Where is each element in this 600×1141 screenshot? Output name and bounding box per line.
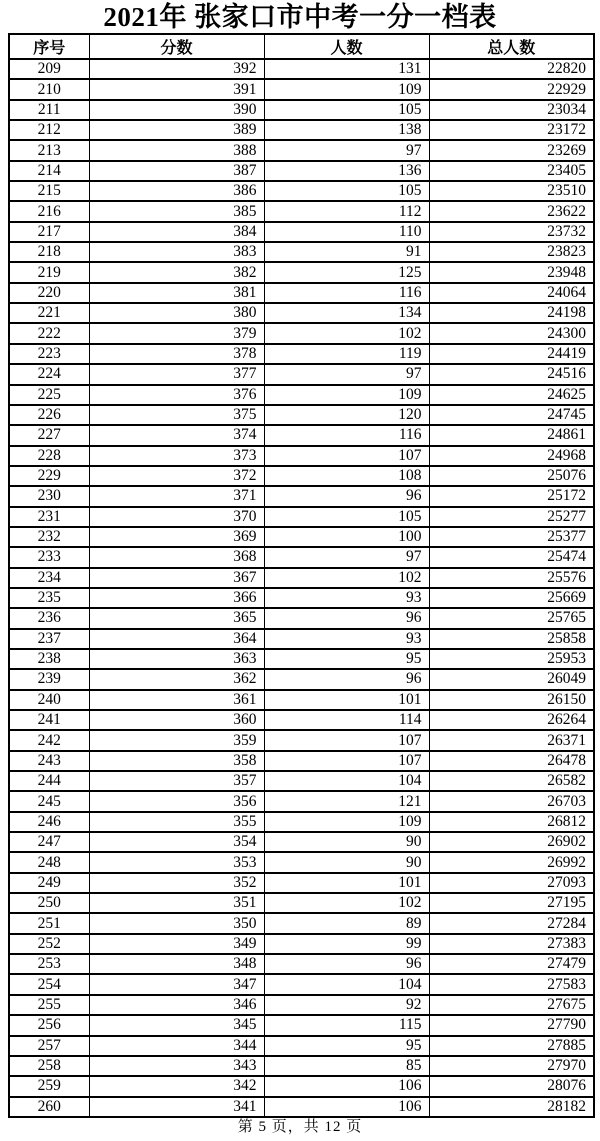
score-cell: 368 <box>89 547 264 567</box>
cumulative-total-cell: 25669 <box>429 588 594 608</box>
serial-number-cell: 259 <box>9 1076 89 1096</box>
count-cell: 102 <box>264 568 429 588</box>
score-cell: 382 <box>89 262 264 282</box>
serial-number-cell: 255 <box>9 995 89 1015</box>
score-cell: 367 <box>89 568 264 588</box>
table-row <box>9 446 594 466</box>
score-cell: 343 <box>89 1056 264 1076</box>
serial-number-cell: 242 <box>9 730 89 750</box>
serial-number-cell: 227 <box>9 425 89 445</box>
table-row <box>9 283 594 303</box>
table-row <box>9 405 594 425</box>
score-cell: 346 <box>89 995 264 1015</box>
cumulative-total-cell: 25858 <box>429 629 594 649</box>
serial-number-cell: 212 <box>9 120 89 140</box>
count-cell: 108 <box>264 466 429 486</box>
cumulative-total-cell: 26582 <box>429 771 594 791</box>
table-row <box>9 344 594 364</box>
count-cell: 109 <box>264 385 429 405</box>
cumulative-total-cell: 27790 <box>429 1015 594 1035</box>
cumulative-total-cell: 26264 <box>429 710 594 730</box>
table-row <box>9 547 594 567</box>
cumulative-total-cell: 26478 <box>429 751 594 771</box>
score-cell: 369 <box>89 527 264 547</box>
table-header-row <box>9 34 594 59</box>
cumulative-total-cell: 25576 <box>429 568 594 588</box>
score-cell: 384 <box>89 222 264 242</box>
table-row <box>9 710 594 730</box>
count-cell: 104 <box>264 771 429 791</box>
count-cell: 95 <box>264 649 429 669</box>
cumulative-total-cell: 24419 <box>429 344 594 364</box>
serial-number-cell: 230 <box>9 486 89 506</box>
serial-number-cell: 237 <box>9 629 89 649</box>
cumulative-total-cell: 24625 <box>429 385 594 405</box>
count-cell: 131 <box>264 59 429 79</box>
cumulative-total-cell: 22820 <box>429 59 594 79</box>
score-cell: 378 <box>89 344 264 364</box>
table-row <box>9 100 594 120</box>
cumulative-total-cell: 26371 <box>429 730 594 750</box>
table-row <box>9 1076 594 1096</box>
cumulative-total-cell: 23732 <box>429 222 594 242</box>
score-cell: 380 <box>89 303 264 323</box>
cumulative-total-cell: 27675 <box>429 995 594 1015</box>
serial-number-cell: 215 <box>9 181 89 201</box>
cumulative-total-cell: 28076 <box>429 1076 594 1096</box>
serial-number-cell: 225 <box>9 385 89 405</box>
count-cell: 125 <box>264 262 429 282</box>
score-cell: 361 <box>89 690 264 710</box>
score-cell: 389 <box>89 120 264 140</box>
score-cell: 371 <box>89 486 264 506</box>
count-cell: 120 <box>264 405 429 425</box>
cumulative-total-cell: 27383 <box>429 934 594 954</box>
serial-number-cell: 250 <box>9 893 89 913</box>
serial-number-cell: 256 <box>9 1015 89 1035</box>
count-cell: 97 <box>264 140 429 160</box>
table-row <box>9 201 594 221</box>
cumulative-total-cell: 27885 <box>429 1036 594 1056</box>
cumulative-total-cell: 24516 <box>429 364 594 384</box>
table-row <box>9 649 594 669</box>
score-cell: 374 <box>89 425 264 445</box>
table-body <box>9 59 594 1117</box>
serial-number-cell: 254 <box>9 974 89 994</box>
cumulative-total-cell: 26992 <box>429 852 594 872</box>
score-cell: 358 <box>89 751 264 771</box>
table-row <box>9 791 594 811</box>
serial-number-cell: 216 <box>9 201 89 221</box>
cumulative-total-cell: 23622 <box>429 201 594 221</box>
cumulative-total-cell: 23510 <box>429 181 594 201</box>
score-cell: 387 <box>89 161 264 181</box>
serial-number-cell: 240 <box>9 690 89 710</box>
col-header-serial-number: 序号 <box>9 34 89 59</box>
table-row <box>9 262 594 282</box>
score-cell: 350 <box>89 913 264 933</box>
score-cell: 349 <box>89 934 264 954</box>
serial-number-cell: 246 <box>9 812 89 832</box>
count-cell: 101 <box>264 690 429 710</box>
table-row <box>9 568 594 588</box>
serial-number-cell: 224 <box>9 364 89 384</box>
table-row <box>9 140 594 160</box>
table-row <box>9 303 594 323</box>
score-cell: 383 <box>89 242 264 262</box>
serial-number-cell: 247 <box>9 832 89 852</box>
score-cell: 342 <box>89 1076 264 1096</box>
table-row <box>9 995 594 1015</box>
table-row <box>9 1056 594 1076</box>
serial-number-cell: 226 <box>9 405 89 425</box>
table-row <box>9 588 594 608</box>
table-row <box>9 629 594 649</box>
score-cell: 377 <box>89 364 264 384</box>
count-cell: 121 <box>264 791 429 811</box>
serial-number-cell: 257 <box>9 1036 89 1056</box>
cumulative-total-cell: 27583 <box>429 974 594 994</box>
count-cell: 99 <box>264 934 429 954</box>
serial-number-cell: 222 <box>9 323 89 343</box>
score-cell: 351 <box>89 893 264 913</box>
cumulative-total-cell: 25277 <box>429 507 594 527</box>
serial-number-cell: 210 <box>9 79 89 99</box>
score-cell: 386 <box>89 181 264 201</box>
cumulative-total-cell: 24300 <box>429 323 594 343</box>
table-row <box>9 934 594 954</box>
serial-number-cell: 221 <box>9 303 89 323</box>
count-cell: 100 <box>264 527 429 547</box>
serial-number-cell: 238 <box>9 649 89 669</box>
table-row <box>9 812 594 832</box>
serial-number-cell: 243 <box>9 751 89 771</box>
serial-number-cell: 249 <box>9 873 89 893</box>
serial-number-cell: 219 <box>9 262 89 282</box>
score-cell: 353 <box>89 852 264 872</box>
score-cell: 370 <box>89 507 264 527</box>
table-row <box>9 59 594 79</box>
score-cell: 379 <box>89 323 264 343</box>
cumulative-total-cell: 26049 <box>429 669 594 689</box>
count-cell: 95 <box>264 1036 429 1056</box>
cumulative-total-cell: 24064 <box>429 283 594 303</box>
serial-number-cell: 214 <box>9 161 89 181</box>
cumulative-total-cell: 23948 <box>429 262 594 282</box>
serial-number-cell: 231 <box>9 507 89 527</box>
count-cell: 101 <box>264 873 429 893</box>
serial-number-cell: 244 <box>9 771 89 791</box>
score-cell: 359 <box>89 730 264 750</box>
score-cell: 356 <box>89 791 264 811</box>
cumulative-total-cell: 28182 <box>429 1097 594 1117</box>
score-cell: 357 <box>89 771 264 791</box>
cumulative-total-cell: 23823 <box>429 242 594 262</box>
score-cell: 364 <box>89 629 264 649</box>
serial-number-cell: 252 <box>9 934 89 954</box>
table-row <box>9 1097 594 1117</box>
score-cell: 385 <box>89 201 264 221</box>
cumulative-total-cell: 26703 <box>429 791 594 811</box>
cumulative-total-cell: 23405 <box>429 161 594 181</box>
table-row <box>9 730 594 750</box>
table-row <box>9 507 594 527</box>
cumulative-total-cell: 25172 <box>429 486 594 506</box>
serial-number-cell: 229 <box>9 466 89 486</box>
count-cell: 96 <box>264 954 429 974</box>
score-cell: 375 <box>89 405 264 425</box>
serial-number-cell: 239 <box>9 669 89 689</box>
count-cell: 102 <box>264 323 429 343</box>
count-cell: 105 <box>264 100 429 120</box>
count-cell: 90 <box>264 832 429 852</box>
count-cell: 106 <box>264 1097 429 1117</box>
count-cell: 93 <box>264 629 429 649</box>
score-cell: 360 <box>89 710 264 730</box>
table-row <box>9 466 594 486</box>
count-cell: 90 <box>264 852 429 872</box>
count-cell: 104 <box>264 974 429 994</box>
serial-number-cell: 213 <box>9 140 89 160</box>
count-cell: 115 <box>264 1015 429 1035</box>
serial-number-cell: 234 <box>9 568 89 588</box>
score-cell: 372 <box>89 466 264 486</box>
score-cell: 341 <box>89 1097 264 1117</box>
score-cell: 376 <box>89 385 264 405</box>
serial-number-cell: 251 <box>9 913 89 933</box>
table-row <box>9 669 594 689</box>
page-title: 2021年 张家口市中考一分一档表 <box>103 2 497 32</box>
count-cell: 105 <box>264 507 429 527</box>
count-cell: 105 <box>264 181 429 201</box>
count-cell: 110 <box>264 222 429 242</box>
cumulative-total-cell: 26902 <box>429 832 594 852</box>
count-cell: 107 <box>264 730 429 750</box>
serial-number-cell: 253 <box>9 954 89 974</box>
table-row <box>9 873 594 893</box>
count-cell: 96 <box>264 486 429 506</box>
count-cell: 93 <box>264 588 429 608</box>
score-cell: 355 <box>89 812 264 832</box>
count-cell: 96 <box>264 669 429 689</box>
cumulative-total-cell: 22929 <box>429 79 594 99</box>
cumulative-total-cell: 26812 <box>429 812 594 832</box>
score-cell: 348 <box>89 954 264 974</box>
serial-number-cell: 235 <box>9 588 89 608</box>
cumulative-total-cell: 27195 <box>429 893 594 913</box>
score-cell: 347 <box>89 974 264 994</box>
count-cell: 107 <box>264 446 429 466</box>
cumulative-total-cell: 24198 <box>429 303 594 323</box>
cumulative-total-cell: 27093 <box>429 873 594 893</box>
table-row <box>9 120 594 140</box>
cumulative-total-cell: 25953 <box>429 649 594 669</box>
serial-number-cell: 223 <box>9 344 89 364</box>
score-cell: 373 <box>89 446 264 466</box>
table-row <box>9 608 594 628</box>
serial-number-cell: 258 <box>9 1056 89 1076</box>
cumulative-total-cell: 27970 <box>429 1056 594 1076</box>
score-cell: 362 <box>89 669 264 689</box>
table-row <box>9 242 594 262</box>
score-cell: 365 <box>89 608 264 628</box>
count-cell: 96 <box>264 608 429 628</box>
count-cell: 112 <box>264 201 429 221</box>
cumulative-total-cell: 27479 <box>429 954 594 974</box>
table-row <box>9 323 594 343</box>
col-header-score: 分数 <box>89 34 264 59</box>
count-cell: 119 <box>264 344 429 364</box>
col-header-cumulative-total: 总人数 <box>429 34 594 59</box>
count-cell: 116 <box>264 283 429 303</box>
page-number-footer: 第 5 页，共 12 页 <box>237 1119 363 1135</box>
cumulative-total-cell: 25474 <box>429 547 594 567</box>
score-cell: 345 <box>89 1015 264 1035</box>
table-row <box>9 364 594 384</box>
serial-number-cell: 220 <box>9 283 89 303</box>
table-row <box>9 751 594 771</box>
cumulative-total-cell: 25076 <box>429 466 594 486</box>
count-cell: 89 <box>264 913 429 933</box>
serial-number-cell: 209 <box>9 59 89 79</box>
table-row <box>9 852 594 872</box>
serial-number-cell: 260 <box>9 1097 89 1117</box>
serial-number-cell: 211 <box>9 100 89 120</box>
cumulative-total-cell: 24968 <box>429 446 594 466</box>
count-cell: 106 <box>264 1076 429 1096</box>
table-row <box>9 832 594 852</box>
serial-number-cell: 218 <box>9 242 89 262</box>
count-cell: 136 <box>264 161 429 181</box>
serial-number-cell: 232 <box>9 527 89 547</box>
cumulative-total-cell: 24745 <box>429 405 594 425</box>
score-cell: 388 <box>89 140 264 160</box>
serial-number-cell: 228 <box>9 446 89 466</box>
score-cell: 366 <box>89 588 264 608</box>
cumulative-total-cell: 25765 <box>429 608 594 628</box>
score-cell: 390 <box>89 100 264 120</box>
table-row <box>9 893 594 913</box>
cumulative-total-cell: 23269 <box>429 140 594 160</box>
count-cell: 97 <box>264 364 429 384</box>
score-cell: 344 <box>89 1036 264 1056</box>
score-distribution-table <box>8 33 595 1118</box>
score-cell: 381 <box>89 283 264 303</box>
score-cell: 391 <box>89 79 264 99</box>
count-cell: 134 <box>264 303 429 323</box>
count-cell: 92 <box>264 995 429 1015</box>
col-header-count: 人数 <box>264 34 429 59</box>
score-cell: 354 <box>89 832 264 852</box>
count-cell: 91 <box>264 242 429 262</box>
count-cell: 116 <box>264 425 429 445</box>
score-cell: 363 <box>89 649 264 669</box>
table-row <box>9 222 594 242</box>
serial-number-cell: 217 <box>9 222 89 242</box>
serial-number-cell: 248 <box>9 852 89 872</box>
count-cell: 97 <box>264 547 429 567</box>
table-row <box>9 486 594 506</box>
count-cell: 114 <box>264 710 429 730</box>
cumulative-total-cell: 27284 <box>429 913 594 933</box>
score-cell: 352 <box>89 873 264 893</box>
cumulative-total-cell: 26150 <box>429 690 594 710</box>
count-cell: 109 <box>264 79 429 99</box>
count-cell: 85 <box>264 1056 429 1076</box>
count-cell: 107 <box>264 751 429 771</box>
table-row <box>9 425 594 445</box>
serial-number-cell: 233 <box>9 547 89 567</box>
table-row <box>9 79 594 99</box>
cumulative-total-cell: 23172 <box>429 120 594 140</box>
table-row <box>9 1036 594 1056</box>
table-row <box>9 1015 594 1035</box>
cumulative-total-cell: 23034 <box>429 100 594 120</box>
table-row <box>9 161 594 181</box>
cumulative-total-cell: 24861 <box>429 425 594 445</box>
serial-number-cell: 236 <box>9 608 89 628</box>
table-row <box>9 385 594 405</box>
serial-number-cell: 245 <box>9 791 89 811</box>
table-row <box>9 913 594 933</box>
count-cell: 109 <box>264 812 429 832</box>
table-row <box>9 527 594 547</box>
table-row <box>9 974 594 994</box>
score-cell: 392 <box>89 59 264 79</box>
table-row <box>9 181 594 201</box>
count-cell: 138 <box>264 120 429 140</box>
table-row <box>9 771 594 791</box>
cumulative-total-cell: 25377 <box>429 527 594 547</box>
count-cell: 102 <box>264 893 429 913</box>
table-row <box>9 690 594 710</box>
serial-number-cell: 241 <box>9 710 89 730</box>
table-row <box>9 954 594 974</box>
